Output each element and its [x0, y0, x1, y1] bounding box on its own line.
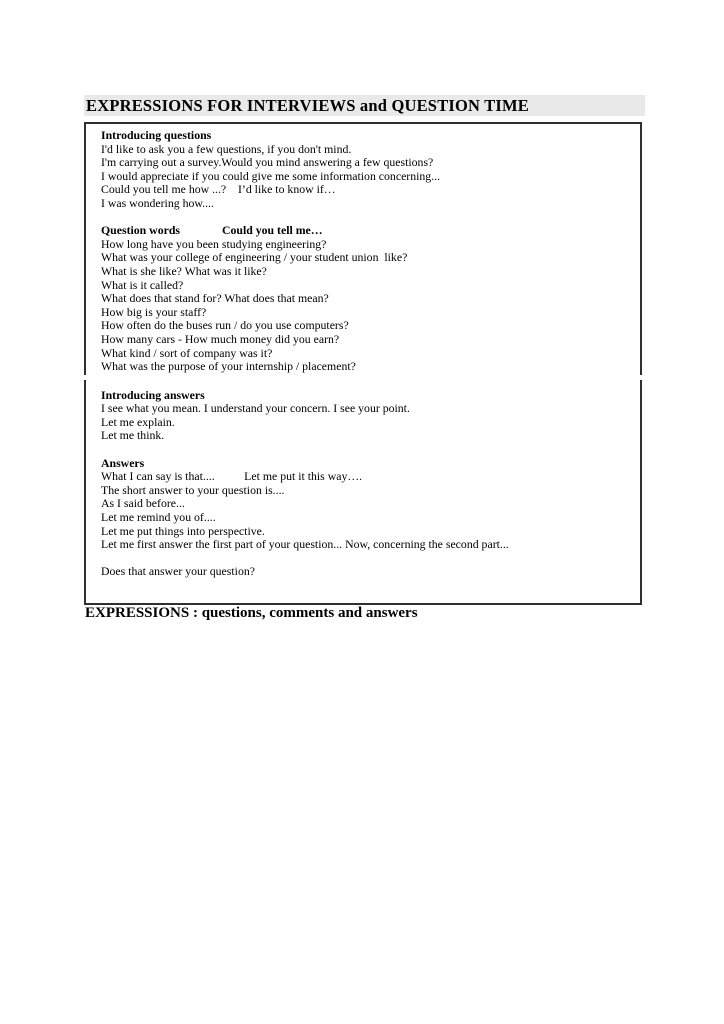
closing-question-line: Does that answer your question? — [101, 564, 255, 579]
expression-line: Let me explain. — [101, 414, 175, 429]
expression-line: How often do the buses run / do you use computers? — [101, 318, 349, 333]
section-heading-right: Could you tell me… — [221, 223, 323, 238]
expression-line: I was wondering how.... — [101, 195, 214, 210]
expression-line: The short answer to your question is.... — [101, 482, 285, 497]
section-heading: Introducing answers — [101, 387, 205, 402]
expression-line: I'd like to ask you a few questions, if you don't mind. — [101, 141, 352, 156]
section-heading-row — [101, 224, 628, 238]
section-heading: Question words — [101, 223, 180, 238]
expression-line: What does that stand for? What does that mean? — [101, 291, 329, 306]
expression-line: What kind / sort of company was it? — [101, 345, 273, 360]
expression-line: What is it called? — [101, 277, 184, 292]
expression-line: How big is your staff? — [101, 304, 207, 319]
expression-line: How many cars - How much money did you earn? — [101, 331, 340, 346]
expression-line: What is she like? What was it like? — [101, 263, 267, 278]
expression-line: What I can say is that.... Let me put it this way…. — [101, 469, 363, 484]
expression-line: Let me first answer the first part of your question... Now, concerning the second part... — [101, 537, 509, 552]
expression-line: Could you tell me how ...? I’d like to know if… — [101, 182, 336, 197]
document-title: EXPRESSIONS FOR INTERVIEWS and QUESTION TIME — [86, 95, 529, 115]
expression-line: As I said before... — [101, 496, 185, 511]
section-heading: Introducing questions — [101, 128, 212, 142]
expressions-box-part-2 — [84, 380, 642, 605]
expressions-box — [84, 122, 642, 605]
bottom-heading: EXPRESSIONS : questions, comments and answers — [85, 605, 418, 621]
expression-line: Let me put things into perspective. — [101, 523, 265, 538]
expression-line: I would appreciate if you could give me some information concerning... — [101, 168, 441, 183]
expression-line: How long have you been studying engineering? — [101, 236, 327, 251]
expression-line: What was the purpose of your internship / placement? — [101, 359, 356, 374]
expression-line: I see what you mean. I understand your concern. I see your point. — [101, 401, 410, 416]
section-introducing-questions — [101, 129, 628, 211]
section-answers — [101, 457, 628, 552]
section-heading: Answers — [101, 455, 145, 470]
expression-line: I'm carrying out a survey.Would you mind answering a few questions? — [101, 155, 434, 170]
expression-line: Let me think. — [101, 428, 165, 443]
section-question-words — [101, 224, 628, 374]
expressions-box-part-1 — [84, 122, 642, 375]
expression-line: Let me remind you of.... — [101, 510, 216, 525]
title-bar — [84, 95, 645, 116]
expression-line: What was your college of engineering / your student union like? — [101, 250, 408, 265]
section-introducing-answers — [101, 389, 628, 443]
